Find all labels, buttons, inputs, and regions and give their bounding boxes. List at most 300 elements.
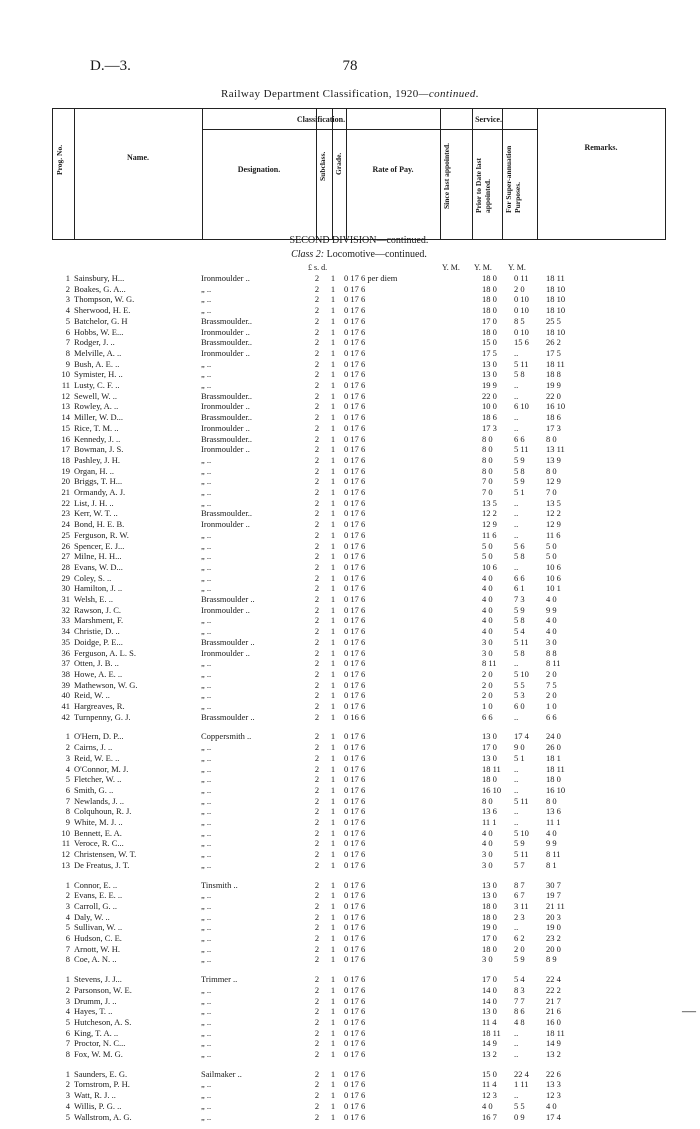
- designation-cell: „ ..: [201, 933, 212, 943]
- prog-no: 29: [61, 572, 70, 583]
- designation-cell: „ ..: [201, 294, 212, 305]
- prior-to-cell: 6 6: [514, 433, 525, 444]
- superannuation-cell: 2 0: [546, 668, 557, 679]
- name-cell: Drumm, J. ..: [74, 995, 117, 1006]
- prog-no: 6: [65, 326, 70, 337]
- prior-to-cell: ..: [514, 529, 519, 540]
- superannuation-cell: 13 6: [546, 806, 561, 817]
- name-cell: Colquhoun, R. J.: [74, 806, 132, 817]
- since-last-cell: 8 0: [482, 795, 493, 806]
- name-cell: Willis, P. G. ..: [74, 1100, 122, 1111]
- grade-cell: 1: [330, 433, 336, 444]
- prog-no: 42: [61, 711, 70, 722]
- name-cell: Organ, H. ..: [74, 465, 114, 476]
- grade-cell: 1: [330, 742, 336, 753]
- grade-cell: 1: [330, 422, 336, 433]
- prog-no: 2: [65, 283, 70, 294]
- subclass-cell: 2: [314, 752, 320, 763]
- name-cell: Ferguson, A. L. S.: [74, 647, 136, 658]
- prior-to-cell: 0 9: [514, 1111, 525, 1122]
- prog-no: 12: [61, 390, 70, 401]
- subclass-cell: 2: [314, 476, 320, 487]
- since-last-cell: 14 0: [482, 995, 497, 1006]
- table-row: [65, 879, 700, 891]
- prior-to-cell: ..: [514, 1049, 519, 1059]
- designation-cell: Ironmoulder ..: [201, 444, 250, 455]
- designation-cell: Brassmoulder ..: [201, 711, 255, 722]
- prior-to-cell: 5 8: [514, 615, 525, 626]
- since-last-cell: 8 11: [482, 658, 497, 669]
- since-last-cell: 17 0: [482, 742, 497, 753]
- table-row: [61, 626, 700, 637]
- rate-cell: 0 17 6: [344, 540, 366, 551]
- superannuation-cell: 19 9: [546, 380, 561, 390]
- since-last-cell: 13 6: [482, 806, 497, 817]
- rate-cell: 0 17 6: [344, 305, 366, 316]
- years-months-units: Y. M.: [442, 263, 460, 272]
- table-row: [65, 890, 700, 901]
- grade-cell: 1: [330, 784, 336, 795]
- superannuation-cell: 8 8: [546, 647, 557, 658]
- grade-cell: 1: [330, 1068, 336, 1079]
- prior-to-cell: ..: [514, 922, 519, 933]
- since-last-cell: 13 2: [482, 1049, 497, 1059]
- table-row: [61, 636, 700, 648]
- title-continued: —continued.: [418, 88, 479, 100]
- prog-no: 14: [61, 412, 70, 423]
- name-cell: Marshment, F.: [74, 615, 124, 626]
- prog-no: 18: [61, 454, 70, 465]
- prior-to-cell: 6 0: [514, 701, 525, 711]
- designation-cell: „ ..: [201, 583, 212, 594]
- prior-to-cell: ..: [514, 1090, 519, 1101]
- designation-cell: Ironmoulder ..: [201, 422, 250, 433]
- prior-to-cell: 5 9: [514, 838, 525, 849]
- table-row: [65, 911, 700, 923]
- rate-cell: 0 17 6: [344, 497, 366, 508]
- subclass-cell: 2: [314, 817, 320, 827]
- table-row: [61, 369, 700, 380]
- rate-cell: 0 17 6: [344, 636, 366, 647]
- superannuation-cell: 6 6: [546, 711, 557, 722]
- superannuation-cell: 13 5: [546, 497, 561, 508]
- grade-header: Grade.: [334, 152, 343, 175]
- table-row: [61, 551, 700, 562]
- grade-cell: 1: [330, 454, 336, 465]
- classification-header: Classification.: [296, 115, 346, 124]
- rate-cell: 0 17 6: [344, 890, 366, 901]
- rate-cell: 0 17 6: [344, 412, 366, 423]
- table-row: [61, 827, 700, 839]
- designation-cell: „ ..: [201, 784, 212, 795]
- prog-no: 1: [65, 879, 70, 890]
- since-last-header: Since last appointed.: [442, 142, 451, 209]
- prog-no: 5: [65, 922, 70, 933]
- prior-to-cell: 5 9: [514, 604, 525, 615]
- grade-cell: 1: [330, 890, 336, 901]
- class-name: Locomotive—continued.: [326, 249, 427, 260]
- rate-cell: 0 17 6 per diem: [344, 273, 398, 283]
- table-row: [65, 774, 700, 785]
- subclass-cell: 2: [314, 827, 320, 838]
- designation-cell: „ ..: [201, 752, 212, 763]
- since-last-cell: 4 0: [482, 838, 493, 849]
- table-row: [61, 444, 700, 455]
- since-last-cell: 17 3: [482, 422, 497, 433]
- prior-to-cell: 7 7: [514, 995, 525, 1006]
- prog-no: 7: [65, 943, 70, 954]
- name-cell: O'Connor, M. J.: [74, 763, 129, 774]
- designation-cell: „ ..: [201, 529, 212, 540]
- subclass-cell: 2: [314, 1038, 320, 1049]
- table-row: [61, 658, 700, 669]
- prog-no: 8: [65, 806, 70, 817]
- grade-cell: 1: [330, 476, 336, 487]
- rate-cell: 0 17 6: [344, 900, 366, 911]
- rate-cell: 0 17 6: [344, 658, 366, 669]
- superannuation-cell: 18 10: [546, 283, 566, 294]
- subclass-cell: 2: [314, 679, 320, 690]
- name-cell: Smith, G. ..: [74, 784, 114, 795]
- designation-cell: „ ..: [201, 827, 212, 838]
- superannuation-cell: 14 9: [546, 1038, 561, 1049]
- rate-cell: 0 17 6: [344, 954, 366, 965]
- designation-cell: „ ..: [201, 890, 212, 901]
- grade-cell: 1: [330, 849, 336, 860]
- table-row: [65, 1111, 700, 1123]
- prog-no: 3: [65, 1090, 70, 1101]
- prog-no: 3: [65, 900, 70, 911]
- superannuation-cell: 18 10: [546, 294, 566, 305]
- prog-no: 37: [61, 658, 70, 669]
- grade-cell: 1: [330, 572, 336, 583]
- rate-cell: 0 17 6: [344, 283, 366, 294]
- since-last-cell: 5 0: [482, 551, 493, 562]
- rate-cell: 0 17 6: [344, 1049, 366, 1059]
- prog-no: 31: [61, 594, 70, 604]
- years-months-units: Y. M.: [508, 263, 526, 272]
- subclass-cell: 2: [314, 838, 320, 849]
- page-title: [0, 88, 700, 100]
- rate-cell: 0 17 6: [344, 390, 366, 401]
- rate-cell: 0 17 6: [344, 615, 366, 626]
- rate-cell: 0 17 6: [344, 911, 366, 922]
- table-row: [65, 922, 700, 933]
- superannuation-cell: 17 5: [546, 347, 561, 358]
- subclass-cell: 2: [314, 347, 320, 358]
- grade-cell: 1: [330, 604, 336, 615]
- grade-cell: 1: [330, 1111, 336, 1122]
- name-cell: Batchelor, G. H: [74, 315, 128, 326]
- prior-to-header: Prior to Date last appointed.: [474, 157, 492, 213]
- superannuation-cell: 10 6: [546, 561, 561, 572]
- name-cell: Thompson, W. G.: [74, 294, 135, 305]
- edge-mark: —: [682, 1004, 696, 1019]
- table-row: [61, 849, 700, 860]
- name-cell: Milne, H. H...: [74, 551, 122, 562]
- table-row: [65, 795, 700, 807]
- name-cell: Bennett, E. A.: [74, 827, 122, 838]
- grade-cell: 1: [330, 561, 336, 572]
- prog-no: 33: [61, 615, 70, 626]
- grade-cell: 1: [330, 294, 336, 305]
- subclass-cell: 2: [314, 859, 320, 870]
- prog-no: 22: [61, 497, 70, 508]
- grade-cell: 1: [330, 838, 336, 849]
- designation-cell: „ ..: [201, 995, 212, 1006]
- superannuation-cell: 18 11: [546, 358, 565, 369]
- prog-no: 24: [61, 519, 70, 530]
- name-cell: Christie, D. ..: [74, 626, 120, 637]
- table-row: [65, 1038, 700, 1049]
- prog-no: 5: [65, 774, 70, 785]
- subclass-cell: 2: [314, 711, 320, 722]
- since-last-cell: 6 6: [482, 711, 493, 722]
- table-row: [61, 497, 700, 509]
- prog-no: 30: [61, 583, 70, 594]
- prior-to-cell: 5 7: [514, 859, 525, 870]
- name-cell: Kennedy, J. ..: [74, 433, 121, 444]
- since-last-cell: 13 5: [482, 497, 497, 508]
- superannuation-cell: 13 2: [546, 1049, 561, 1059]
- subclass-cell: 2: [314, 444, 320, 455]
- designation-cell: „ ..: [201, 943, 212, 954]
- superannuation-cell: 30 7: [546, 879, 561, 890]
- prog-no: 25: [61, 529, 70, 540]
- prog-no: 32: [61, 604, 70, 615]
- subclass-cell: 2: [314, 433, 320, 444]
- prior-to-cell: ..: [514, 658, 519, 669]
- name-cell: Miller, W. D...: [74, 412, 124, 423]
- prior-to-cell: 5 11: [514, 358, 529, 369]
- designation-cell: Brassmoulder..: [201, 412, 252, 423]
- designation-cell: „ ..: [201, 1038, 212, 1049]
- prog-no: 3: [65, 752, 70, 763]
- designation-cell: „ ..: [201, 283, 212, 294]
- superannuation-cell: 25 5: [546, 315, 561, 326]
- group-rule: [202, 129, 537, 130]
- since-last-cell: 17 0: [482, 933, 497, 943]
- rate-cell: 0 17 6: [344, 668, 366, 679]
- designation-cell: „ ..: [201, 922, 212, 933]
- designation-cell: „ ..: [201, 540, 212, 551]
- name-cell: Spencer, E. J...: [74, 540, 125, 551]
- superannuation-cell: 22 6: [546, 1068, 561, 1079]
- rate-cell: 0 17 6: [344, 742, 366, 753]
- superannuation-cell: 23 2: [546, 933, 561, 943]
- grade-cell: 1: [330, 380, 336, 390]
- grade-cell: 1: [330, 1038, 336, 1049]
- name-cell: Turnpenny, G. J.: [74, 711, 131, 722]
- designation-cell: „ ..: [201, 1090, 212, 1101]
- designation-cell: „ ..: [201, 497, 212, 508]
- prior-to-cell: 6 2: [514, 933, 525, 943]
- superannuation-cell: 21 7: [546, 995, 561, 1006]
- grade-cell: 1: [330, 647, 336, 658]
- table-row: [61, 380, 700, 391]
- table-row: [65, 326, 700, 338]
- designation-cell: Ironmoulder ..: [201, 519, 250, 530]
- designation-cell: „ ..: [201, 658, 212, 669]
- since-last-cell: 4 0: [482, 583, 493, 594]
- since-last-cell: 18 11: [482, 1027, 501, 1038]
- prior-to-cell: ..: [514, 390, 519, 401]
- since-last-cell: 8 0: [482, 465, 493, 476]
- designation-cell: „ ..: [201, 551, 212, 562]
- designation-cell: Brassmoulder ..: [201, 636, 255, 647]
- name-cell: Kerr, W. T. ..: [74, 508, 118, 519]
- designation-cell: „ ..: [201, 626, 212, 637]
- prior-to-cell: 5 5: [514, 679, 525, 690]
- prog-no: 27: [61, 551, 70, 562]
- rate-cell: 0 17 6: [344, 487, 366, 497]
- superannuation-header: For Super-annuation Purposes.: [504, 145, 522, 213]
- subclass-cell: 2: [314, 742, 320, 753]
- table-row: [65, 1079, 700, 1090]
- grade-cell: 1: [330, 540, 336, 551]
- superannuation-cell: 26 0: [546, 742, 561, 753]
- subclass-cell: 2: [314, 849, 320, 860]
- name-cell: White, M. J. ..: [74, 817, 123, 827]
- prog-no: 4: [65, 911, 70, 922]
- superannuation-cell: 8 1: [546, 859, 557, 870]
- prior-to-cell: 3 11: [514, 900, 529, 911]
- name-cell: Tornstrom, P. H.: [74, 1079, 130, 1090]
- subclass-cell: 2: [314, 1006, 320, 1017]
- grade-cell: 1: [330, 347, 336, 358]
- name-cell: Hayes, T. ..: [74, 1006, 113, 1017]
- subclass-cell: 2: [314, 283, 320, 294]
- since-last-cell: 2 0: [482, 668, 493, 679]
- superannuation-cell: 18 11: [546, 1027, 565, 1038]
- superannuation-cell: 8 0: [546, 795, 557, 806]
- designation-cell: „ ..: [201, 690, 212, 701]
- subclass-cell: 2: [314, 701, 320, 711]
- designation-cell: Trimmer ..: [201, 974, 238, 985]
- grade-cell: 1: [330, 636, 336, 647]
- grade-cell: 1: [330, 690, 336, 701]
- since-last-cell: 13 0: [482, 879, 497, 890]
- designation-cell: „ ..: [201, 954, 212, 965]
- prog-no: 10: [61, 369, 70, 380]
- table-row: [61, 859, 700, 871]
- designation-cell: „ ..: [201, 984, 212, 995]
- prior-to-cell: 17 4: [514, 731, 529, 742]
- table-row: [65, 900, 700, 912]
- superannuation-cell: 26 2: [546, 337, 561, 348]
- table-row: [61, 433, 700, 445]
- grade-cell: 1: [330, 679, 336, 690]
- prog-no: 36: [61, 647, 70, 658]
- table-row: [61, 454, 700, 466]
- designation-cell: „ ..: [201, 795, 212, 806]
- prog-no: 4: [65, 305, 70, 316]
- rate-cell: 0 17 6: [344, 995, 366, 1006]
- prog-no: 41: [61, 701, 70, 711]
- subclass-cell: 2: [314, 879, 320, 890]
- grade-cell: 1: [330, 795, 336, 806]
- subclass-cell: 2: [314, 594, 320, 604]
- designation-cell: „ ..: [201, 615, 212, 626]
- superannuation-cell: 4 0: [546, 615, 557, 626]
- prog-no: 4: [65, 1006, 70, 1017]
- grade-cell: 1: [330, 658, 336, 669]
- prog-no: 4: [65, 763, 70, 774]
- table-row: [65, 752, 700, 764]
- designation-cell: Ironmoulder ..: [201, 401, 250, 412]
- prior-to-cell: ..: [514, 784, 519, 795]
- table-row: [61, 519, 700, 530]
- subclass-cell: 2: [314, 922, 320, 933]
- table-row: [65, 1016, 700, 1028]
- superannuation-cell: 5 0: [546, 540, 557, 551]
- prog-no: 17: [61, 444, 70, 455]
- since-last-cell: 2 0: [482, 690, 493, 701]
- table-row: [65, 1027, 700, 1039]
- superannuation-cell: 11 1: [546, 817, 561, 827]
- since-last-cell: 13 0: [482, 890, 497, 901]
- grade-cell: 1: [330, 594, 336, 604]
- table-row: [61, 604, 700, 616]
- superannuation-cell: 16 0: [546, 1016, 561, 1027]
- grade-cell: 1: [330, 827, 336, 838]
- superannuation-cell: 2 0: [546, 690, 557, 701]
- superannuation-cell: 12 3: [546, 1090, 561, 1101]
- since-last-cell: 7 0: [482, 487, 493, 497]
- prior-to-cell: ..: [514, 561, 519, 572]
- subclass-cell: 2: [314, 273, 320, 283]
- since-last-cell: 8 0: [482, 454, 493, 465]
- subclass-cell: 2: [314, 572, 320, 583]
- grade-cell: 1: [330, 1100, 336, 1111]
- rate-cell: 0 17 6: [344, 401, 366, 412]
- subclass-cell: 2: [314, 1068, 320, 1079]
- prior-to-cell: 5 4: [514, 626, 525, 637]
- grade-cell: 1: [330, 326, 336, 337]
- designation-cell: „ ..: [201, 911, 212, 922]
- rate-cell: 0 17 6: [344, 922, 366, 933]
- prior-to-cell: 5 9: [514, 954, 525, 965]
- designation-cell: „ ..: [201, 1100, 212, 1111]
- table-row: [61, 615, 700, 626]
- name-cell: Carroll, G. ..: [74, 900, 117, 911]
- grade-cell: 1: [330, 1016, 336, 1027]
- rate-cell: 0 17 6: [344, 1100, 366, 1111]
- superannuation-cell: 22 4: [546, 974, 561, 985]
- prior-to-cell: ..: [514, 508, 519, 519]
- table-row: [61, 422, 700, 434]
- superannuation-cell: 9 9: [546, 604, 557, 615]
- subclass-cell: 2: [314, 943, 320, 954]
- since-last-cell: 2 0: [482, 679, 493, 690]
- section-division: SECOND DIVISION—continued.: [289, 235, 429, 246]
- designation-cell: „ ..: [201, 476, 212, 487]
- prog-no: 5: [65, 315, 70, 326]
- since-last-cell: 4 0: [482, 626, 493, 637]
- prior-to-cell: 8 6: [514, 1006, 525, 1017]
- name-cell: Melville, A. ..: [74, 347, 122, 358]
- superannuation-cell: 13 9: [546, 454, 561, 465]
- superannuation-cell: 5 0: [546, 551, 557, 562]
- grade-cell: 1: [330, 551, 336, 562]
- since-last-cell: 4 0: [482, 604, 493, 615]
- col-border: [74, 109, 75, 239]
- prog-no: 11: [61, 380, 70, 390]
- name-cell: Parsonson, W. E.: [74, 984, 132, 995]
- superannuation-cell: 12 9: [546, 476, 561, 487]
- name-cell: Hamilton, J. ..: [74, 583, 123, 594]
- prior-to-cell: 22 4: [514, 1068, 529, 1079]
